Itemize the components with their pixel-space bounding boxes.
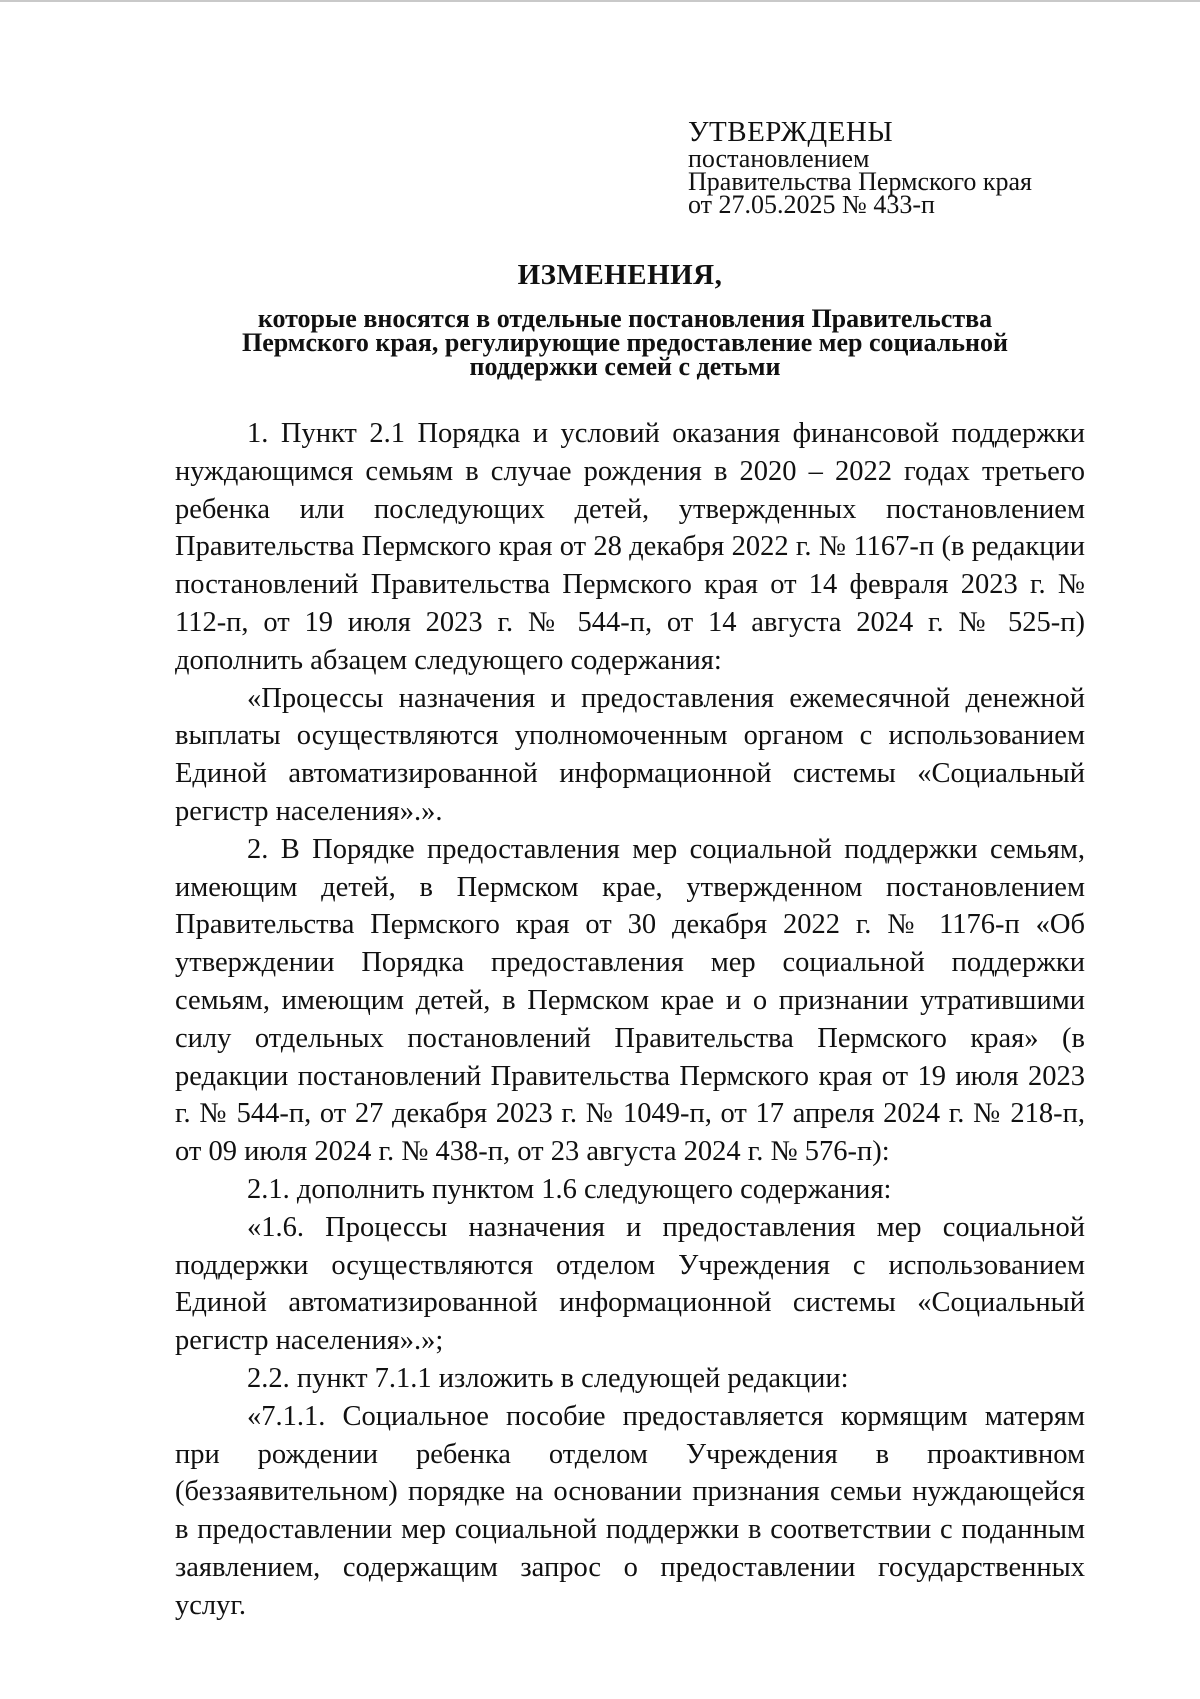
subtitle-line: Пермского края, регулирующие предоставление мер социальной — [241, 328, 1009, 357]
approval-line: Правительства Пермского края — [688, 167, 1032, 196]
document-title: ИЗМЕНЕНИЯ, — [517, 259, 723, 291]
paragraph: «1.6. Процессы назначения и предоставления мер социальной поддержки осуществляются отделом Учреждения с использованием Единой автоматизированной информационной системы «Социальный регистр населения».»; — [175, 1211, 1085, 1357]
subtitle-line: которые вносятся в отдельные постановления Правительства — [257, 304, 993, 333]
paragraph: 2.1. дополнить пунктом 1.6 следующего содержания: — [247, 1173, 892, 1205]
subtitle-line: поддержки семей с детьми — [469, 352, 781, 381]
paragraph: «Процессы назначения и предоставления ежемесячной денежной выплаты осуществляются уполномоченным органом с использованием Единой автоматизированной информационной системы «Социальный регистр населения».». — [175, 682, 1085, 827]
scan-edge-line — [0, 0, 1200, 2]
approval-line: от 27.05.2025 № 433-п — [688, 190, 935, 219]
paragraph: 2.2. пункт 7.1.1 изложить в следующей редакции: — [247, 1362, 849, 1394]
approval-line: постановлением — [688, 144, 870, 173]
paragraph: 1. Пункт 2.1 Порядка и условий оказания финансовой поддержки нуждающимся семьям в случае рождения в 2020 – 2022 годах третьего ребенка или последующих детей, утвержденных постановлением Правительства Пермского края от 28 декабря 2022 г. № 1167-п (в редакции постановлений Правительства Пермского края от 14 февраля 2023 г. № 112-п, от 19 июля 2023 г. № 544-п, от 14 августа 2024 г. № 525-п) дополнить абзацем следующего содержания: — [175, 418, 1085, 676]
paragraph: «7.1.1. Социальное пособие предоставляется кормящим матерям при рождении ребенка отделом Учреждения в проактивном (беззаявительном) порядке на основании признания семьи нуждающейся в предоставлении мер социальной поддержки в соответствии с поданным заявлением, содержащим запрос о предоставлении государственных услуг. — [175, 1400, 1085, 1621]
paragraph: 2. В Порядке предоставления мер социальной поддержки семьям, имеющим детей, в Пермском крае, утвержденном постановлением Правительства Пермского края от 30 декабря 2022 г. № 1176-п «Об утверждении Порядка предоставления мер социальной поддержки семьям, имеющим детей, в Пермском крае и о признании утратившими силу отдельных постановлений Правительства Пермского края» (в редакции постановлений Правительства Пермского края от 19 июля 2023 г. № 544-п, от 27 декабря 2023 г. № 1049-п, от 17 апреля 2024 г. № 218-п, от 09 июля 2024 г. № 438-п, от 23 августа 2024 г. № 576-п): — [175, 833, 1085, 1168]
approval-stamp-block — [688, 116, 1158, 219]
document-body — [175, 415, 1085, 1625]
document-subtitle — [160, 304, 1080, 381]
approval-title: УТВЕРЖДЕНЫ — [688, 116, 894, 148]
document-heading — [160, 258, 1080, 379]
